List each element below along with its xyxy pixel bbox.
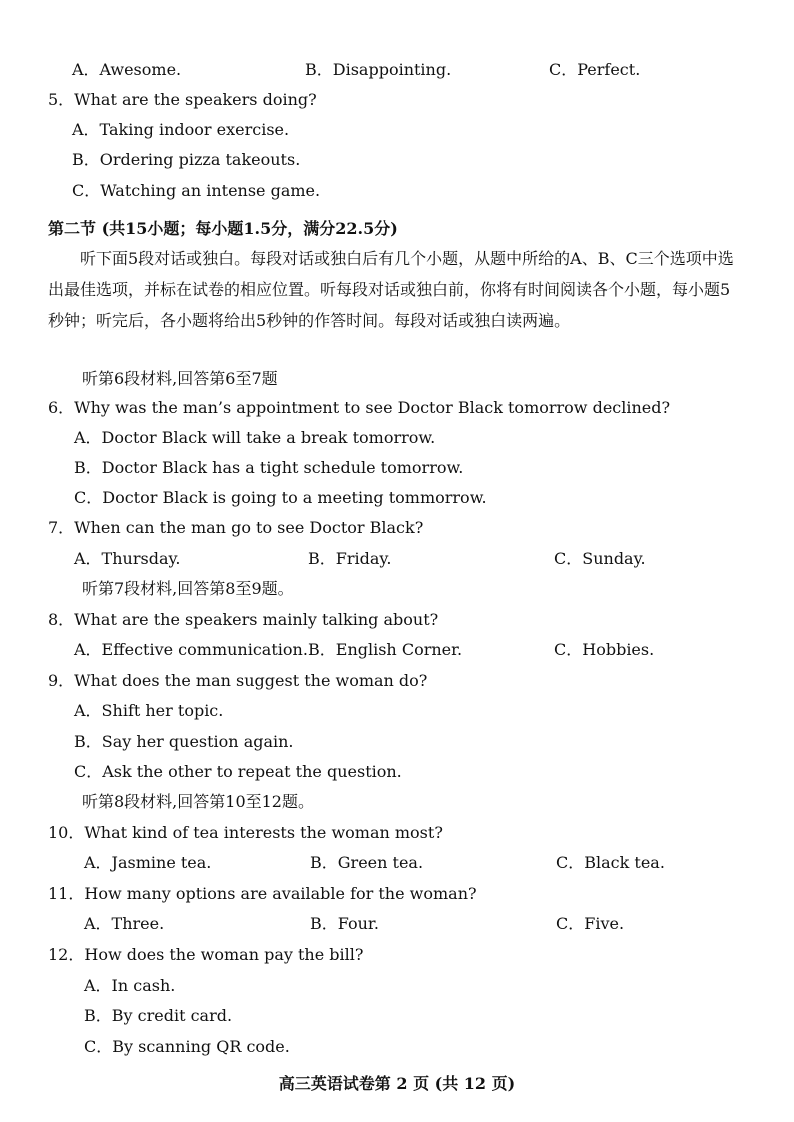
q8-option-c: C．Hobbies. — [554, 640, 655, 659]
q5-option-c: C．Watching an intense game. — [72, 181, 321, 200]
q9-option-a: A．Shift her topic. — [74, 701, 224, 720]
q12-option-c: C．By scanning QR code. — [84, 1037, 290, 1056]
q8-option-b: B．English Corner. — [308, 640, 463, 659]
q7-option-b: B．Friday. — [308, 549, 392, 568]
q11-option-c: C．Five. — [556, 914, 625, 933]
q11-option-a: A．Three. — [84, 914, 165, 933]
q6-stem: 6．Why was the man’s appointment to see Doctor Black tomorrow declined? — [48, 398, 671, 417]
q8-stem: 8．What are the speakers mainly talking about? — [48, 610, 439, 629]
q6-option-b: B．Doctor Black has a tight schedule tomorrow. — [74, 458, 464, 477]
q5-stem: 5．What are the speakers doing? — [48, 90, 317, 109]
q10-option-a: A．Jasmine tea. — [84, 853, 212, 872]
q4-option-c: C．Perfect. — [549, 60, 641, 79]
material7-heading: 听第7段材料,回答第8至9题。 — [82, 579, 294, 598]
q10-option-b: B．Green tea. — [310, 853, 424, 872]
section2-title: 第二节 (共15小题；每小题1.5分，满分22.5分) — [48, 219, 398, 238]
q5-option-a: A．Taking indoor exercise. — [72, 120, 290, 139]
q9-option-c: C．Ask the other to repeat the question. — [74, 762, 402, 781]
q11-option-b: B．Four. — [310, 914, 379, 933]
q12-option-b: B．By credit card. — [84, 1006, 233, 1025]
q12-stem: 12．How does the woman pay the bill? — [48, 945, 364, 964]
q9-stem: 9．What does the man suggest the woman do? — [48, 671, 428, 690]
q7-stem: 7．When can the man go to see Doctor Black? — [48, 518, 424, 537]
q8-option-a: A．Effective communication. — [74, 640, 308, 659]
material8-heading: 听第8段材料,回答第10至12题。 — [82, 792, 314, 811]
section2-instructions: 听下面5段对话或独白。每段对话或独白后有几个小题，从题中所给的A、B、C三个选项中选出最佳选项，并标在试卷的相应位置。听每段对话或独白前，你将有时间阅读各个小题，每小题5秒钟；听完后，各小题将给出5秒钟的作答时间。每段对话或独白读两遍。 — [48, 249, 734, 330]
page-footer: 高三英语试卷第 2 页 (共 12 页) — [278, 1074, 516, 1093]
q4-option-b: B．Disappointing. — [305, 60, 452, 79]
q9-option-b: B．Say her question again. — [74, 732, 294, 751]
q7-option-c: C．Sunday. — [554, 549, 646, 568]
q5-option-b: B．Ordering pizza takeouts. — [72, 150, 301, 169]
q11-stem: 11．How many options are available for the woman? — [48, 884, 477, 903]
q12-option-a: A．In cash. — [84, 976, 176, 995]
q4-option-a: A．Awesome. — [72, 60, 182, 79]
material6-heading: 听第6段材料,回答第6至7题 — [82, 369, 278, 388]
q10-stem: 10．What kind of tea interests the woman most? — [48, 823, 443, 842]
q6-option-a: A．Doctor Black will take a break tomorrow. — [74, 428, 436, 447]
q6-option-c: C．Doctor Black is going to a meeting tommorrow. — [74, 488, 487, 507]
q10-option-c: C．Black tea. — [556, 853, 665, 872]
q7-option-a: A．Thursday. — [74, 549, 181, 568]
